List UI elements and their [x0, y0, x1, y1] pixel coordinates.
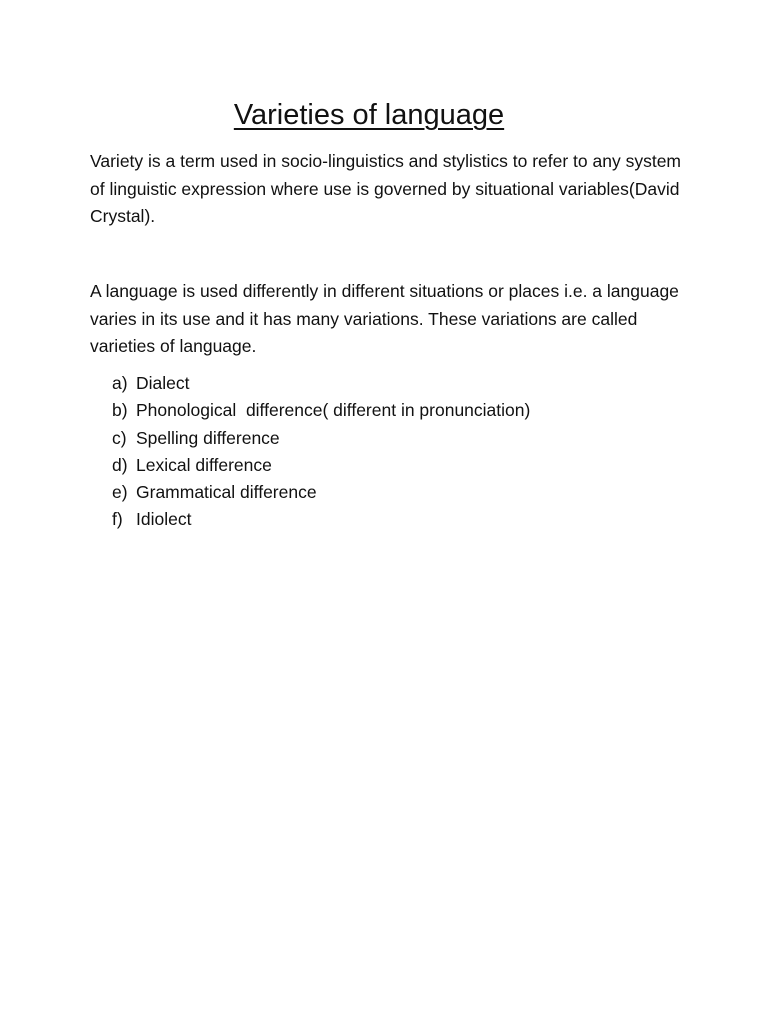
list-item-text: Lexical difference: [136, 454, 272, 475]
list-marker: b): [112, 400, 128, 421]
list-item: [112, 479, 530, 506]
list-marker: d): [112, 454, 128, 475]
list-item-text: Phonological difference( different in pronunciation): [136, 400, 531, 421]
varieties-list: [112, 370, 530, 534]
paragraph-definition: Variety is a term used in socio-linguistics and stylistics to refer to any system of linguistic expression where use is governed by situational variables(David Crystal).: [90, 151, 682, 226]
document-title: Varieties of language: [233, 99, 505, 131]
list-marker: f): [112, 509, 123, 530]
list-item: [112, 506, 530, 533]
list-marker: e): [112, 482, 128, 503]
list-item-text: Spelling difference: [136, 427, 280, 448]
list-item: [112, 397, 530, 424]
list-item-text: Dialect: [136, 373, 190, 393]
list-item: [112, 370, 530, 397]
list-item: [112, 425, 530, 452]
list-marker: c): [112, 427, 127, 448]
list-marker: a): [112, 373, 128, 393]
paragraph-variations: A language is used differently in different situations or places i.e. a language varies in its use and it has many variations. These variations are called varieties of language.: [90, 281, 679, 356]
list-item: [112, 452, 530, 479]
list-item-text: Grammatical difference: [136, 482, 317, 503]
list-item-text: Idiolect: [136, 509, 192, 530]
